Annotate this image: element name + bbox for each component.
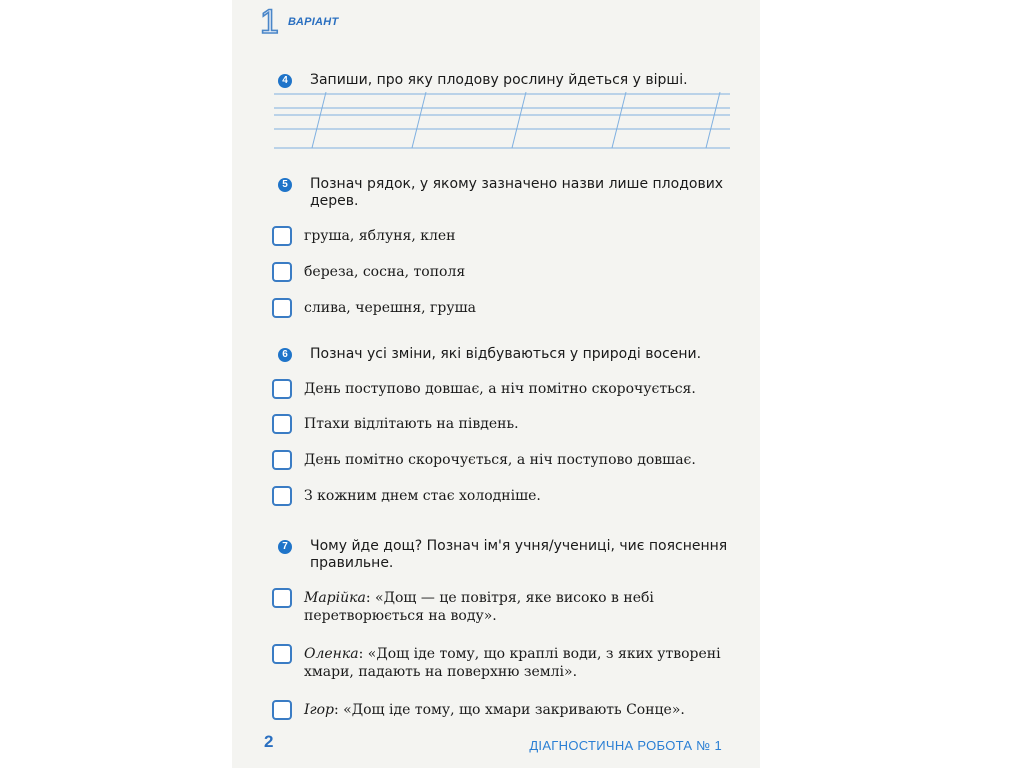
checkbox[interactable] <box>272 226 292 246</box>
checkbox[interactable] <box>272 588 292 608</box>
student-name: Марійка <box>304 590 366 606</box>
checkbox[interactable] <box>272 450 292 470</box>
question-number: 5 <box>278 178 292 192</box>
workbook-page <box>232 0 760 768</box>
checkbox[interactable] <box>272 644 292 664</box>
question-5 <box>278 176 730 210</box>
checkbox[interactable] <box>272 700 292 720</box>
variant-label: ВАРІАНТ <box>288 16 339 28</box>
checkbox[interactable] <box>272 262 292 282</box>
question-4 <box>278 72 730 89</box>
page-number: 2 <box>264 732 274 751</box>
option-6-2[interactable] <box>272 414 724 434</box>
option-text: береза, сосна, тополя <box>304 264 466 280</box>
option-text <box>304 701 724 719</box>
question-text: Познач усі зміни, які відбуваються у природі восени. <box>310 346 702 362</box>
option-text <box>304 645 724 681</box>
option-text: слива, черешня, груша <box>304 300 476 316</box>
option-7-3[interactable] <box>272 700 724 720</box>
student-explanation: : «Дощ — це повітря, яке високо в небі перетворюється на воду». <box>304 590 654 624</box>
question-7 <box>278 538 730 572</box>
option-text <box>304 589 724 625</box>
option-5-2[interactable] <box>272 262 724 282</box>
option-5-3[interactable] <box>272 298 724 318</box>
option-text: День поступово довшає, а ніч помітно скорочується. <box>304 381 696 397</box>
question-number: 7 <box>278 540 292 554</box>
question-number: 6 <box>278 348 292 362</box>
option-6-4[interactable] <box>272 486 724 506</box>
option-text: День помітно скорочується, а ніч поступово довшає. <box>304 452 696 468</box>
option-text: груша, яблуня, клен <box>304 228 456 244</box>
checkbox[interactable] <box>272 379 292 399</box>
footer-title: ДІАГНОСТИЧНА РОБОТА № 1 <box>529 738 722 753</box>
question-text: Чому йде дощ? Познач ім'я учня/учениці, чиє пояснення правильне. <box>310 538 728 571</box>
variant-number: 1 <box>260 3 279 41</box>
question-number: 4 <box>278 74 292 88</box>
checkbox[interactable] <box>272 298 292 318</box>
option-6-3[interactable] <box>272 450 724 470</box>
option-5-1[interactable] <box>272 226 724 246</box>
option-text: З кожним днем стає холодніше. <box>304 488 541 504</box>
question-text: Познач рядок, у якому зазначено назви лише плодових дерев. <box>310 176 724 209</box>
student-name: Ігор <box>304 702 334 718</box>
option-7-2[interactable] <box>272 644 724 681</box>
option-6-1[interactable] <box>272 379 724 399</box>
option-text: Птахи відлітають на південь. <box>304 416 519 432</box>
student-explanation: : «Дощ іде тому, що хмари закривають Сонце». <box>334 702 685 718</box>
question-6 <box>278 346 730 363</box>
option-7-1[interactable] <box>272 588 724 625</box>
checkbox[interactable] <box>272 486 292 506</box>
student-name: Оленка <box>304 646 359 662</box>
question-text: Запиши, про яку плодову рослину йдеться у вірші. <box>310 72 688 88</box>
checkbox[interactable] <box>272 414 292 434</box>
answer-writing-lines[interactable] <box>274 92 730 152</box>
student-explanation: : «Дощ іде тому, що краплі води, з яких утворені хмари, падають на поверхню землі». <box>304 646 721 680</box>
